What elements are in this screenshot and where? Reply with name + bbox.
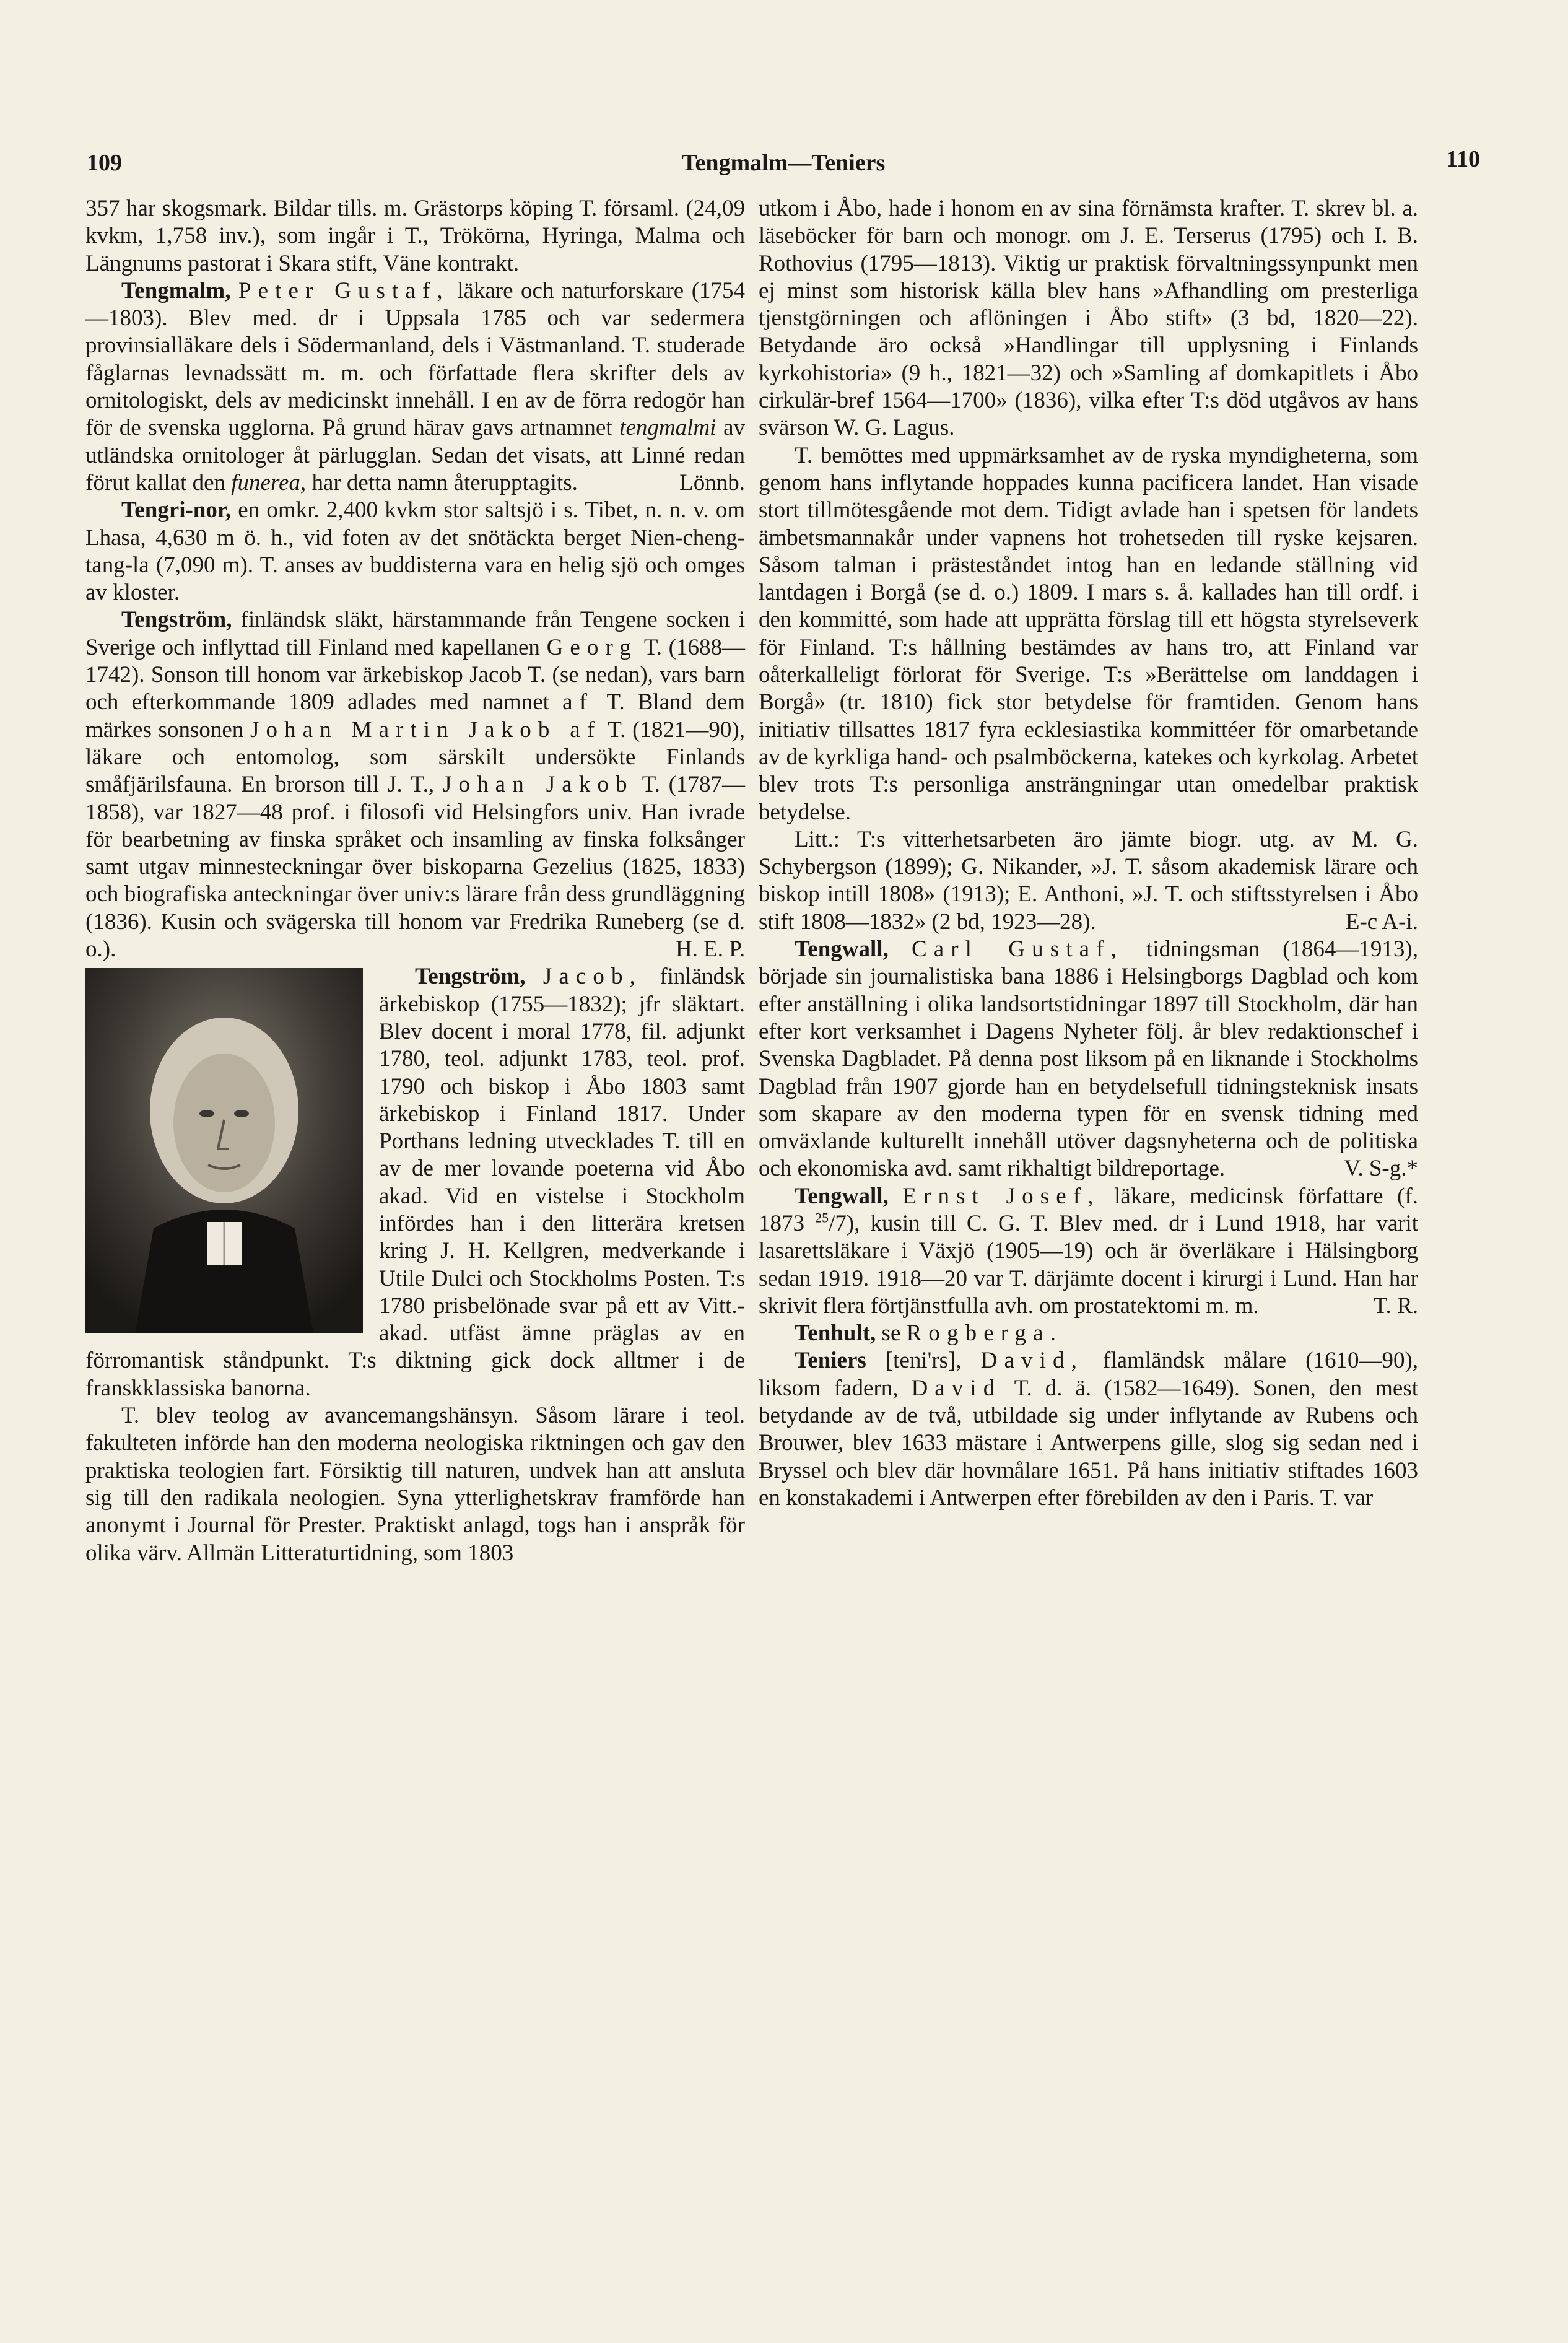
entry-text: läkare och naturforskare (1754—1803). Blev med. dr i Uppsala 1785 och var sedermera provinsialläkare dels i Södermanland, dels i Västmanland. T. studerade fåglarnas levnadssätt m. m. och författade flera skrifter dels av ornitologiskt, dels av medicinskt innehåll. I en av de förra redogör han för de svenska ugglorna. På grund härav gavs artnamnet — [85, 277, 746, 441]
entry-tengwall-carl — [759, 936, 1418, 1183]
paragraph: utkom i Åbo, hade i honom en av sina förnämsta krafter. T. skrev bl. a. läseböcker för barn och monogr. om J. E. Terserus (1795) och I. B. Rothovius (1795—1813). Viktig ur praktisk förvaltningssynpunkt men ej minst som historisk källa blev hans »Afhandling om presterliga tjenstgörningen och aflöningen i Åbo stift» (3 bd, 1820—22). Betydande äro också »Handlingar till upplysning i Finlands kyrkohistoria» (9 h., 1821—32) och »Samling af domkapitlets i Åbo cirkulär-bref 1564—1700» (1836), vilka efter T:s död utgåvos av hans svärson W. G. Lagus. — [759, 196, 1418, 441]
date-suffix: /7), — [829, 1210, 860, 1236]
paragraph: T. blev teolog av avancemangshänsyn. Såsom lärare i teol. fakulteten införde han den moderna neologiska riktningen och gav den praktiska teologien fart. Försiktig till naturen, undvek han att ansluta sig till den radikala neologien. Syna ytterlighetskrav framförde han anonymt i Journal för Prester. Praktiskt anlagd, togs han i anspråk för olika värv. Allmän Litteraturtidning, som 1803 — [85, 1403, 745, 1566]
person-name: af — [562, 689, 595, 715]
entry-text: T. (1688—1742). Sonson till honom var ärkebiskop Jacob T. (se nedan), vars barn och efterkommande 1809 adlades med namnet — [85, 634, 745, 715]
portrait-engraving — [85, 968, 363, 1333]
pronunciation: [teni'rs], — [885, 1348, 962, 1374]
literature-references — [759, 826, 1418, 936]
person-name: Ernst Josef, — [902, 1183, 1100, 1209]
entry-tengstrom-family — [85, 606, 745, 963]
entry-text: en omkr. 2,400 kvkm stor saltsjö i s. Tibet, n. n. v. om Lhasa, 4,630 m ö. h., vid foten av det snötäckta berget Nien-cheng-tang-la (7,090 m). T. anses av buddisterna vara en helig sjö och omges av kloster. — [85, 497, 745, 606]
paragraph: 357 har skogsmark. Bildar tills. m. Grästorps köping T. församl. (24,09 kvkm, 1,758 inv.), som ingår i T., Trökörna, Hyringa, Malma och Längnums pastorat i Skara stift, Väne kontrakt. — [85, 196, 745, 276]
person-name: Jacob, — [542, 964, 642, 990]
headword: Teniers — [795, 1348, 866, 1374]
person-name: Peter Gustaf, — [238, 277, 450, 303]
paragraph: T. bemöttes med uppmärksamhet av de ryska myndigheterna, som genom hans inflytande hoppades kunna pacificera landet. Han visade stort tillmötesgående mot dem. Tidigt avlade han i spetsen för landets ämbetsmannakår under vapnens hot trohetseden till ryske kejsaren. Såsom talman i prästeståndet intog han en ledande ställning vid lantdagen i Borgå (se d. o.) 1809. I mars s. å. kallades han till ordf. i den kommitté, som hade att upprätta förslag till ett högsta styrelseverk för Finland. T:s hållning bestämdes av hans tro, att Finland var oåterkalleligt förlorat för Sverige. T:s »Berättelse om landdagen i Borgå» (tr. 1810) fick stor betydelse för framtiden. Genom hans initiativ tillsattes 1817 fyra ecklesiastika kommittéer för omarbetande av de kyrkliga hand- och psalmböckerna, katekes och kyrkolag. Arbetet blev trots T:s personliga ansträngningar utan omedelbar praktisk betydelse. — [759, 442, 1418, 825]
headword: Tengwall, — [795, 1183, 889, 1209]
entry-tengri-nor — [85, 497, 745, 606]
headword: Tengström, — [121, 607, 232, 633]
author-signature: E-c A-i. — [1345, 909, 1418, 935]
entry-text: tidningsman (1864—1913), började sin journalistiska bana 1886 i Helsingborgs Dagblad och kom efter anställning i olika landsortstidningar 1897 till Stockholm, där han efter kort verksamhet i Dagens Nyheter följ. år blev redaktionschef i Svenska Dagbladet. På denna post liksom på en liknande i Stockholms Dagblad från 1907 gjorde han en betydelsefull tidningsteknisk insats som skapare av den moderna typen för en svensk tidning med omväxlande kulturellt innehåll utöver dagsnyheterna och de politiska och ekonomiska avd. samt rikhaltigt bildreportage. — [759, 936, 1419, 1182]
person-name: Carl Gustaf, — [911, 936, 1123, 962]
literature-text: Litt.: T:s vitterhetsarbeten äro jämte biogr. utg. av M. G. Schybergson (1899); G. Nikander, »J. T. såsom akademisk lärare och biskop intill 1808» (1913); E. Anthoni, »J. T. och stiftsstyrelsen i Åbo stift 1808—1832» (2 bd, 1923—28). — [759, 826, 1418, 935]
entry-text: av utländska ornitologer åt pärlugglan. Sedan det visats, att Linné redan förut kallat den — [85, 415, 746, 495]
entry-text: finländsk ärkebiskop (1755—1832); jfr släktart. Blev docent i moral 1778, fil. adjunkt 1780, teol. adjunkt 1783, teol. prof. 1790 och biskop i Åbo 1803 samt ärkebiskop i Finland 1817. Under Porthans ledning utvecklades T. till en av de mer lovande poeterna vid Åbo akad. Vid en vistelse i Stockholm infördes han i den litterära kretsen kring J. H. Kellgren, medverkande i Utile Dulci och Stockholms Posten. T:s 1780 prisbelönade svar på ett av Vitt.-akad. utfäst ämne präglas av en förromantisk ståndpunkt. T:s diktning gick dock alltmer i de franskklassiska banorna. — [85, 964, 746, 1401]
cross-reference: Rogberga. — [906, 1320, 1063, 1346]
person-name: Johan Jakob — [442, 772, 634, 798]
headword: Tengmalm, — [121, 277, 231, 303]
entry-text: flamländsk målare (1610—90), liksom fadern, — [759, 1348, 1419, 1401]
entry-tenhult — [759, 1320, 1418, 1347]
date-superscript: 25 — [815, 1210, 829, 1226]
left-column — [85, 195, 745, 2177]
person-name: Johan Martin Jakob af — [250, 717, 602, 743]
entry-text: finländsk släkt, härstammande från Tengene socken i Sverige och inflyttad till Finland med kapellanen — [85, 607, 745, 660]
entry-text: läkare, medicinsk författare (f. 1873 — [759, 1183, 1418, 1236]
entry-text: se — [881, 1320, 901, 1346]
entry-tengstrom-jacob — [85, 963, 745, 1402]
right-column — [759, 195, 1418, 2177]
headword: Tengri-nor, — [121, 497, 232, 523]
author-signature: H. E. P. — [675, 936, 745, 962]
running-title: Tengmalm—Teniers — [681, 150, 886, 176]
person-name: David — [911, 1375, 1002, 1401]
right-page-number: 110 — [1446, 146, 1480, 172]
latin-term: tengmalmi — [619, 415, 716, 441]
entry-teniers — [759, 1347, 1418, 1512]
headword: Tengwall, — [795, 936, 889, 962]
entry-tengwall-ernst — [759, 1183, 1418, 1320]
portrait-image — [85, 968, 363, 1333]
author-signature: V. S-g.* — [1344, 1156, 1418, 1182]
headword: Tengström, — [415, 964, 526, 990]
entry-text: kusin till C. G. T. Blev med. dr i Lund 1918, har varit lasarettsläkare i Växjö (1905—19) och är överläkare i Hälsingborg sedan 1919. 1918—20 var T. därjämte docent i kirurgi i Lund. Han har skrivit flera förtjänstfulla avh. om prostatektomi m. m. — [759, 1210, 1419, 1319]
entry-text: T. (1821—90), läkare och entomolog, som särskilt undersökte Finlands småfjärilsfauna. En brorson till J. T., — [85, 717, 745, 798]
person-name: David, — [980, 1348, 1084, 1374]
author-signature: Lönnb. — [679, 469, 745, 495]
latin-term: funerea, — [231, 469, 307, 495]
headword: Tenhult, — [795, 1320, 876, 1346]
entry-text: T. (1787—1858), var 1827—48 prof. i filosofi vid Helsingfors univ. Han ivrade för bearbetning av finska språket och insamling av finska folksånger samt utgav minnesteckningar över biskoparna Gezelius (1825, 1833) och biografiska anteckningar över univ:s lärare från dess grundläggning (1836). Kusin och svägerska till honom var Fredrika Runeberg (se d. o.). — [85, 772, 745, 962]
entry-text: T. Bland dem märkes sonsonen — [85, 689, 745, 743]
author-signature: T. R. — [1373, 1293, 1418, 1319]
left-page-number: 109 — [87, 150, 122, 176]
entry-tengmalm — [85, 277, 745, 497]
person-name: Georg — [546, 634, 638, 660]
entry-text: T. d. ä. (1582—1649). Sonen, den mest betydande av de två, utbildade sig under inflytande av Rubens och Brouwer, blev 1633 mästare i Antwerpens gille, slog sig sedan ned i Bryssel och blev där hovmålare 1651. På hans initiativ stiftades 1603 en konstakademi i Antwerpen efter förebilden av den i Paris. T. var — [759, 1375, 1418, 1511]
entry-text: har detta namn återupptagits. — [311, 469, 578, 495]
page-header — [87, 146, 1480, 183]
